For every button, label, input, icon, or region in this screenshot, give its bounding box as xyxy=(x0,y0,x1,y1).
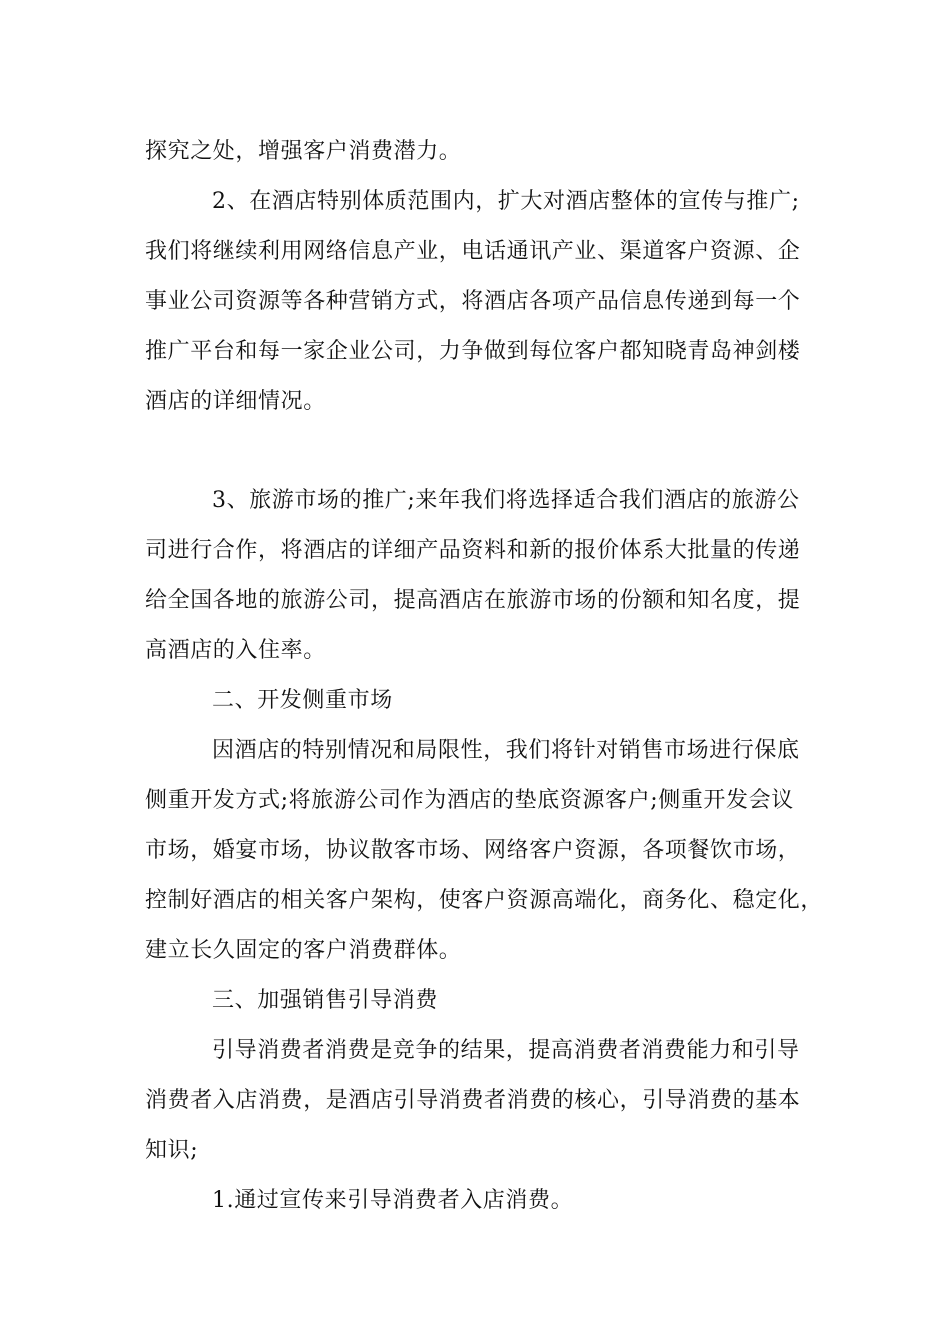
section-heading: 二、开发侧重市场 xyxy=(212,688,393,713)
text-line: 酒店的详细情况。 xyxy=(145,389,326,414)
text-line: 探究之处，增强客户消费潜力。 xyxy=(145,139,462,164)
text-line: 推广平台和每一家企业公司，力争做到每位客户都知晓青岛神剑楼 xyxy=(145,339,801,364)
text-line: 高酒店的入住率。 xyxy=(145,638,326,663)
section-heading: 三、加强销售引导消费 xyxy=(212,988,439,1013)
text-line: 1.通过宣传来引导消费者入店消费。 xyxy=(212,1188,574,1213)
text-line: 知识; xyxy=(145,1138,199,1163)
text-line: 侧重开发方式;将旅游公司作为酒店的垫底资源客户;侧重开发会议 xyxy=(145,788,794,813)
text-line: 引导消费者消费是竞争的结果，提高消费者消费能力和引导 xyxy=(212,1038,800,1063)
text-line: 消费者入店消费，是酒店引导消费者消费的核心，引导消费的基本 xyxy=(145,1088,801,1113)
text-line: 因酒店的特别情况和局限性，我们将针对销售市场进行保底 xyxy=(212,738,800,763)
text-line: 事业公司资源等各种营销方式，将酒店各项产品信息传递到每一个 xyxy=(145,289,801,314)
text-line: 3、旅游市场的推广;来年我们将选择适合我们酒店的旅游公 xyxy=(212,488,800,513)
text-line: 我们将继续利用网络信息产业，电话通讯产业、渠道客户资源、企 xyxy=(145,239,801,264)
text-line: 2、在酒店特别体质范围内，扩大对酒店整体的宣传与推广; xyxy=(212,189,800,214)
text-line: 司进行合作，将酒店的详细产品资料和新的报价体系大批量的传递 xyxy=(145,538,801,563)
text-line: 给全国各地的旅游公司，提高酒店在旅游市场的份额和知名度，提 xyxy=(145,588,801,613)
text-line: 控制好酒店的相关客户架构，使客户资源高端化，商务化、稳定化， xyxy=(145,888,824,913)
text-line: 建立长久固定的客户消费群体。 xyxy=(145,938,462,963)
text-line: 市场，婚宴市场，协议散客市场、网络客户资源，各项餐饮市场， xyxy=(145,838,801,863)
